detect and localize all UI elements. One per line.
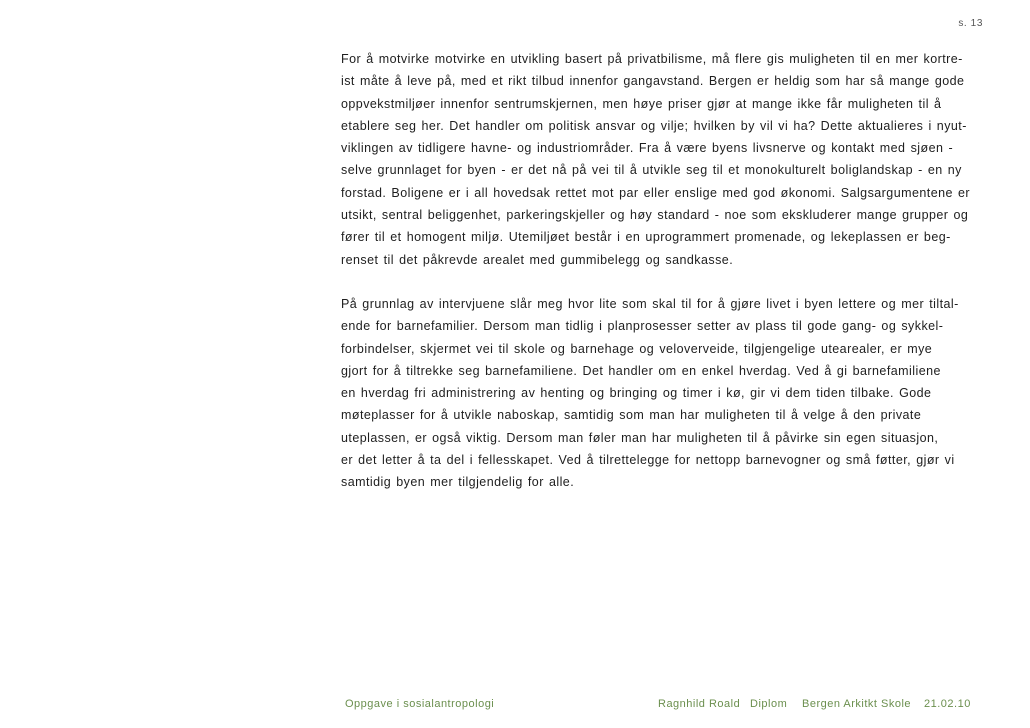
text-line: utsikt, sentral beliggenhet, parkeringskjeller og høy standard - noe som ekskluderer mange grupper og xyxy=(341,208,969,223)
text-line: etablere seg her. Det handler om politisk ansvar og vilje; hvilken by vil vi ha? Dette aktualieres i nyut- xyxy=(341,118,967,133)
text-line: forstad. Boligene er i all hovedsak rettet mot par eller enslige med god økonomi. Salgsargumentene er xyxy=(341,185,971,200)
paragraph-1 xyxy=(341,48,989,271)
paragraph-2 xyxy=(341,293,989,494)
text-line: samtidig byen mer tilgjendelig for alle. xyxy=(341,475,575,490)
page-number: s. 13 xyxy=(958,18,983,29)
text-line: gjort for å tiltrekke seg barnefamiliene. Det handler om en enkel hverdag. Ved å gi barnefamiliene xyxy=(341,363,941,378)
text-line: forbindelser, skjermet vei til skole og barnehage og veloverveide, tilgjengelige utearealer, er mye xyxy=(341,341,933,356)
text-line: er det letter å ta del i fellesskapet. Ved å tilrettelegge for nettopp barnevogner og små føtter, gjør vi xyxy=(341,453,955,468)
text-line: selve grunnlaget for byen - er det nå på vei til å utvikle seg til et monokulturelt boliglandskap - en ny xyxy=(341,163,962,178)
text-line: ist måte å leve på, med et rikt tilbud innenfor gangavstand. Bergen er heldig som har så mange gode xyxy=(341,74,965,89)
text-line: oppvekstmiljøer innenfor sentrumskjernen, men høye priser gjør at mange ikke får muligheten til å xyxy=(341,96,942,111)
text-line: renset til det påkrevde arealet med gummibelegg og sandkasse. xyxy=(341,252,734,267)
text-line: På grunnlag av intervjuene slår meg hvor lite som skal til for å gjøre livet i byen lettere og mer tiltal- xyxy=(341,296,959,311)
footer xyxy=(345,698,985,714)
text-line: uteplassen, er også viktig. Dersom man føler man har muligheten til å påvirke sin egen situasjon, xyxy=(341,430,939,445)
text-line: en hverdag fri administrering av henting og bringing og timer i kø, gir vi dem tiden tilbake. Gode xyxy=(341,386,932,401)
text-line: møteplasser for å utvikle naboskap, samtidig som man har muligheten til å velge å den private xyxy=(341,408,922,423)
text-line: viklingen av tidligere havne- og industriområder. Fra å være byens livsnerve og kontakt med sjøen - xyxy=(341,141,954,156)
text-line: ende for barnefamilier. Dersom man tidlig i planprosesser setter av plass til gode gang- og sykkel- xyxy=(341,319,944,334)
footer-author: Ragnhild Roald xyxy=(658,698,741,710)
text-line: fører til et homogent miljø. Utemiljøet består i en uprogrammert promenade, og lekeplassen er beg- xyxy=(341,230,951,245)
footer-diplom: Diplom xyxy=(750,698,788,710)
footer-date: 21.02.10 xyxy=(924,698,971,710)
text-line: For å motvirke motvirke en utvikling basert på privatbilisme, må flere gis muligheten til en mer kortre- xyxy=(341,52,963,66)
footer-school: Bergen Arkitkt Skole xyxy=(802,698,912,710)
body-text xyxy=(341,48,989,494)
footer-course: Oppgave i sosialantropologi xyxy=(345,698,495,710)
